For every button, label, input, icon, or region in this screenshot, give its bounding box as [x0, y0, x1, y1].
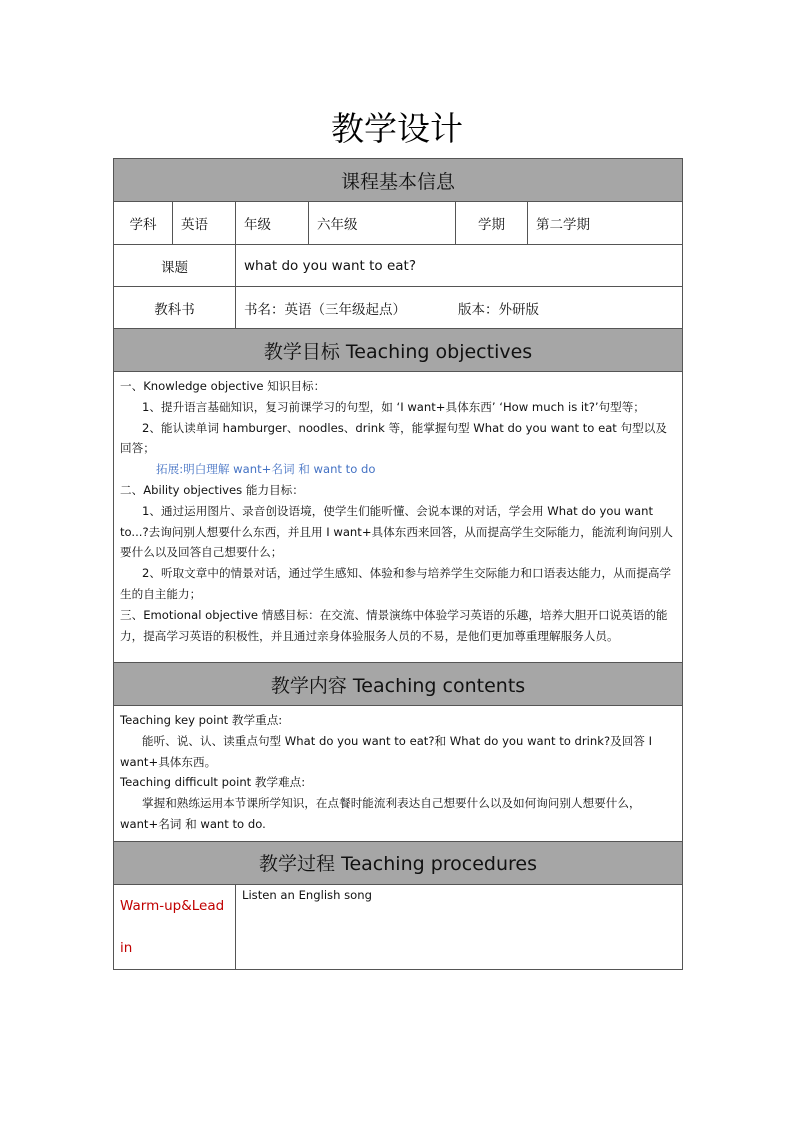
lesson-plan-table: [113, 158, 683, 970]
contents-body: [114, 706, 683, 842]
objective-extension-line: 拓展:明白理解 want+名词 和 want to do: [156, 462, 376, 477]
subject-label: 学科: [114, 202, 173, 245]
objective-line: 1、通过运用图片、录音创设语境，使学生们能听懂、会说本课的对话，学会用 What do you want to...?去询问别人想要什么东西，并且用 I want+具体东西来回答，从而提高学生交际能力，能流利询问别人要什么以及回答自己想要什么；: [120, 503, 673, 560]
stage-activity: Listen an English song: [236, 884, 683, 969]
content-line: Teaching key point 教学重点:: [120, 713, 283, 727]
document-title: 教学设计: [331, 109, 463, 148]
term-label: 学期: [456, 202, 528, 245]
grade-value: 六年级: [309, 202, 456, 245]
objective-line: 2、能认读单词 hamburger、noodles、drink 等，能掌握句型 What do you want to eat 句型以及回答；: [120, 420, 667, 456]
objective-line: 一、Knowledge objective 知识目标：: [120, 379, 326, 393]
topic-value: what do you want to eat?: [236, 245, 683, 287]
term-value: 第二学期: [528, 202, 683, 245]
textbook-label: 教科书: [114, 287, 236, 329]
section-header-basic-info: 课程基本信息: [114, 159, 683, 202]
content-line: 掌握和熟练运用本节课所学知识，在点餐时能流利表达自己想要什么以及如何询问别人想要什么，want+名词 和 want to do.: [120, 796, 641, 831]
stage-name: [114, 884, 236, 969]
subject-value: 英语: [173, 202, 236, 245]
content-line: 能听、说、认、读重点句型 What do you want to eat?和 What do you want to drink?及回答 I want+具体东西。: [120, 733, 653, 769]
objective-line: 三、Emotional objective 情感目标：在交流、情景演练中体验学习英语的乐趣，培养大胆开口说英语的能力，提高学习英语的积极性，并且通过亲身体验服务人员的不易，是他们更加尊重理解服务人员。: [120, 607, 668, 643]
topic-label: 课题: [114, 245, 236, 287]
textbook-version: 版本：外研版: [458, 301, 539, 318]
content-line: Teaching difficult point 教学难点:: [120, 775, 306, 790]
section-header-procedures: 教学过程 Teaching procedures: [114, 841, 683, 884]
objective-line: 2、听取文章中的情景对话，通过学生感知、体验和参与培养学生交际能力和口语表达能力，从而提高学生的自主能力；: [120, 566, 672, 601]
objectives-body: [114, 372, 683, 663]
textbook-name: 书名：英语（三年级起点）: [244, 301, 406, 318]
objective-line: 1、提升语言基础知识，复习前课学习的句型，如 ‘I want+具体东西’ ‘How much is it?’句型等；: [142, 399, 645, 414]
stage-name-line: in: [120, 939, 133, 956]
objective-line: 二、Ability objectives 能力目标：: [120, 482, 304, 497]
section-header-objectives: 教学目标 Teaching objectives: [114, 329, 683, 372]
section-header-contents: 教学内容 Teaching contents: [114, 663, 683, 706]
textbook-info: [236, 287, 683, 329]
stage-name-line: Warm-up&Lead: [120, 897, 225, 914]
grade-label: 年级: [236, 202, 309, 245]
